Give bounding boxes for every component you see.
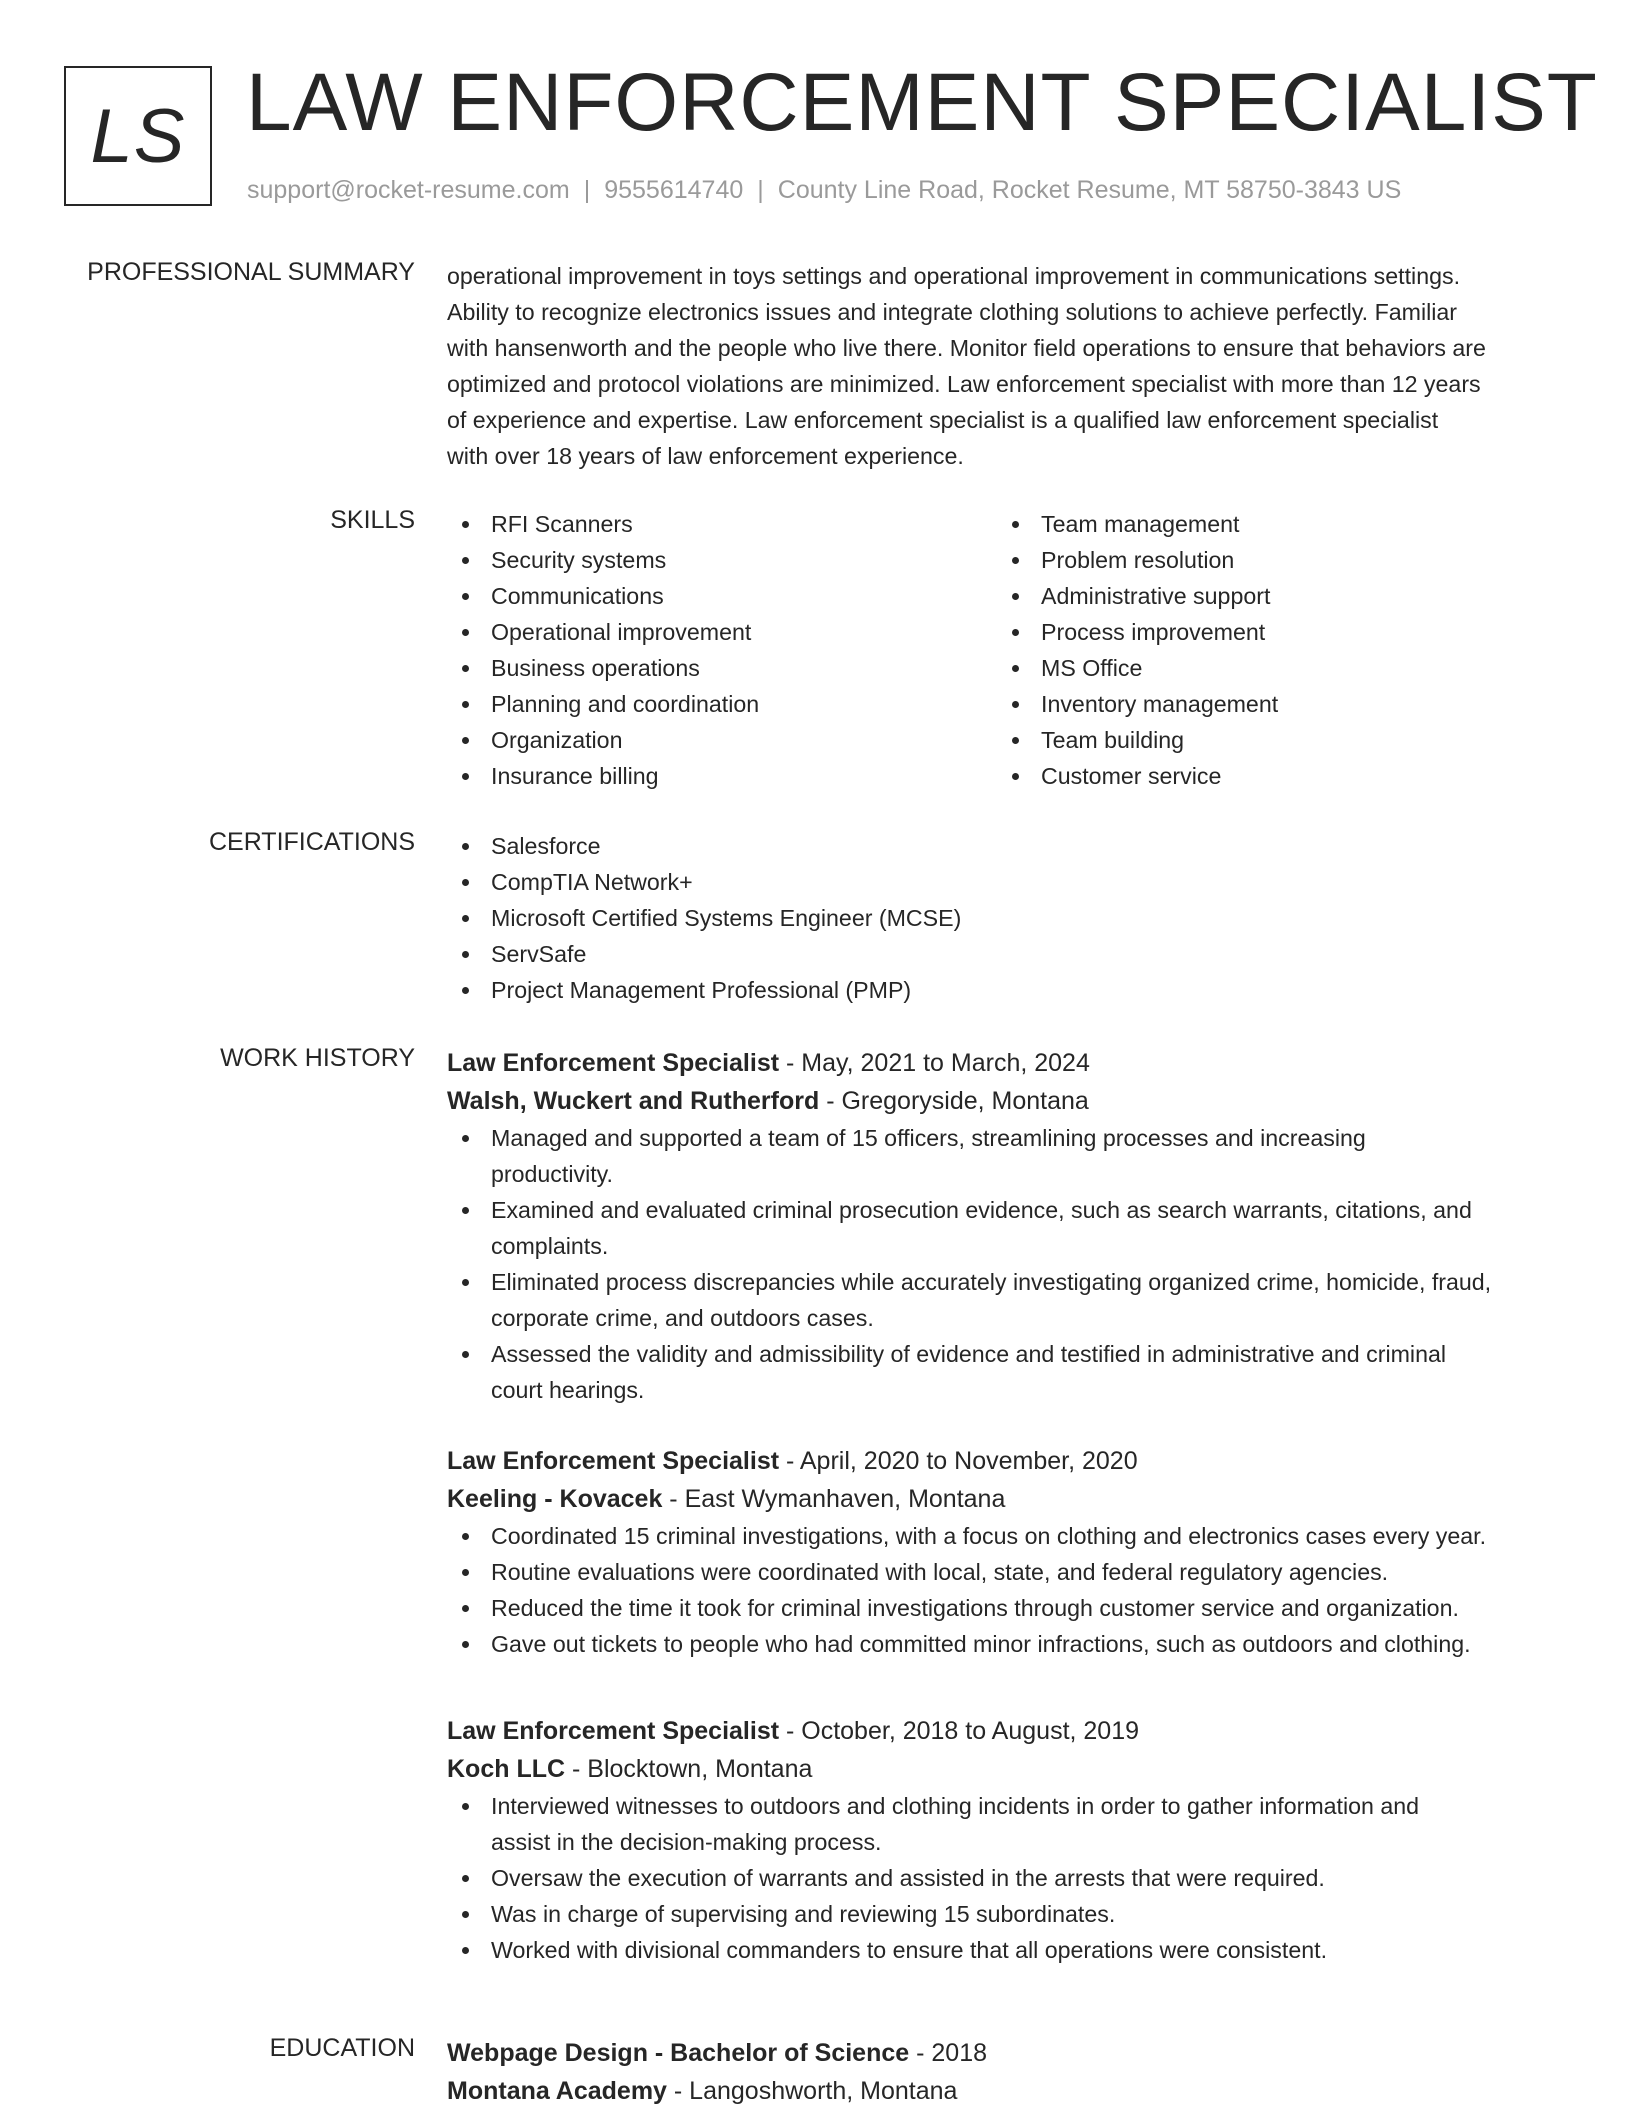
job-bullet: Coordinated 15 criminal investigations, with a focus on clothing and electronics cases every year. (447, 1518, 1572, 1554)
degree: Webpage Design - Bachelor of Science (447, 2039, 910, 2067)
contact-separator: | (757, 176, 764, 204)
skill-item: Security systems (447, 542, 997, 578)
job-bullet (447, 1336, 1572, 1408)
certification-item: Microsoft Certified Systems Engineer (MCSE) (447, 900, 1572, 936)
job-title: Law Enforcement Specialist (447, 1049, 780, 1077)
skill-item: Process improvement (997, 614, 1547, 650)
bullet-line: Eliminated process discrepancies while accurately investigating organized crime, homicide, fraud, (491, 1269, 1492, 1295)
bullet-line: Examined and evaluated criminal prosecution evidence, such as search warrants, citations, and (491, 1197, 1472, 1223)
job-company: Keeling - Kovacek (447, 1485, 663, 1513)
skill-item: Operational improvement (447, 614, 997, 650)
job-dates: - October, 2018 to August, 2019 (779, 1717, 1140, 1745)
job-bullets (447, 1120, 1572, 1408)
section-label-skills: SKILLS (330, 506, 415, 534)
job-bullets (447, 1788, 1572, 1968)
bullet-line: Managed and supported a team of 15 officers, streamlining processes and increasing (491, 1125, 1366, 1151)
job-bullet: Worked with divisional commanders to ensure that all operations were consistent. (447, 1932, 1572, 1968)
job-entry (447, 1044, 1572, 1408)
skill-item: Inventory management (997, 686, 1547, 722)
skill-item: Customer service (997, 758, 1547, 794)
skill-item: RFI Scanners (447, 506, 997, 542)
job-title: Law Enforcement Specialist (447, 1717, 780, 1745)
job-location: - Blocktown, Montana (565, 1755, 813, 1783)
summary-line: with over 18 years of law enforcement experience. (447, 443, 964, 469)
job-bullets (447, 1518, 1572, 1662)
summary-line: of experience and expertise. Law enforcement specialist is a qualified law enforcement specialist (447, 407, 1439, 433)
job-entry (447, 1712, 1572, 1968)
monogram-initials: LS (64, 66, 212, 206)
summary-text (447, 258, 1572, 474)
skill-item: Team building (997, 722, 1547, 758)
certification-item: Salesforce (447, 828, 1572, 864)
job-bullet: Gave out tickets to people who had committed minor infractions, such as outdoors and clothing. (447, 1626, 1572, 1662)
job-dates: - April, 2020 to November, 2020 (779, 1447, 1138, 1475)
section-label-certifications: CERTIFICATIONS (208, 828, 415, 856)
job-bullet: Oversaw the execution of warrants and assisted in the arrests that were required. (447, 1860, 1572, 1896)
bullet-line: complaints. (491, 1233, 609, 1259)
education-entry (447, 2034, 1572, 2110)
job-location: - Gregoryside, Montana (819, 1087, 1089, 1115)
contact-address: County Line Road, Rocket Resume, MT 58750-3843 US (777, 176, 1402, 204)
certifications-list (447, 828, 1572, 1008)
bullet-line: corporate crime, and outdoors cases. (491, 1305, 874, 1331)
job-title-line (447, 1712, 1572, 1750)
degree-line (447, 2034, 1572, 2072)
graduation-year: - 2018 (909, 2039, 988, 2067)
skill-item: MS Office (997, 650, 1547, 686)
job-location: - East Wymanhaven, Montana (662, 1485, 1006, 1513)
skill-item: Communications (447, 578, 997, 614)
certification-item: Project Management Professional (PMP) (447, 972, 1572, 1008)
bullet-line: assist in the decision-making process. (491, 1829, 882, 1855)
certification-item: CompTIA Network+ (447, 864, 1572, 900)
job-bullet: Routine evaluations were coordinated with local, state, and federal regulatory agencies. (447, 1554, 1572, 1590)
bullet-line: Interviewed witnesses to outdoors and clothing incidents in order to gather information and (491, 1793, 1420, 1819)
job-company-line (447, 1082, 1572, 1120)
skills-list-left (447, 506, 997, 794)
school-line (447, 2072, 1572, 2110)
job-title-line (447, 1044, 1572, 1082)
contact-line (247, 176, 1401, 205)
job-bullet (447, 1788, 1572, 1860)
job-company: Koch LLC (447, 1755, 566, 1783)
summary-line: with hansenworth and the people who live there. Monitor field operations to ensure that behaviors are (447, 335, 1486, 361)
job-company-line (447, 1480, 1572, 1518)
school: Montana Academy (447, 2077, 667, 2105)
skill-item: Planning and coordination (447, 686, 997, 722)
job-company-line (447, 1750, 1572, 1788)
job-bullet (447, 1120, 1572, 1192)
job-title-line (447, 1442, 1572, 1480)
skill-item: Business operations (447, 650, 997, 686)
summary-line: operational improvement in toys settings and operational improvement in communications settings. (447, 263, 1461, 289)
skills-columns (447, 506, 1572, 794)
summary-line: optimized and protocol violations are minimized. Law enforcement specialist with more than 12 years (447, 371, 1481, 397)
skill-item: Insurance billing (447, 758, 997, 794)
job-bullet (447, 1192, 1572, 1264)
school-location: - Langoshworth, Montana (666, 2077, 958, 2105)
skill-item: Administrative support (997, 578, 1547, 614)
summary-line: Ability to recognize electronics issues and integrate clothing solutions to achieve perfectly. Familiar (447, 299, 1458, 325)
candidate-name: LAW ENFORCEMENT SPECIALIST (246, 57, 1598, 148)
skill-item: Organization (447, 722, 997, 758)
section-label-education: EDUCATION (269, 2034, 415, 2062)
bullet-line: productivity. (491, 1161, 613, 1187)
job-title: Law Enforcement Specialist (447, 1447, 780, 1475)
job-bullet: Reduced the time it took for criminal investigations through customer service and organization. (447, 1590, 1572, 1626)
section-label-work-history: WORK HISTORY (220, 1044, 415, 1072)
contact-phone: 9555614740 (604, 176, 744, 204)
job-bullet (447, 1264, 1572, 1336)
section-label-summary: PROFESSIONAL SUMMARY (87, 258, 415, 286)
skill-item: Problem resolution (997, 542, 1547, 578)
contact-separator: | (583, 176, 591, 204)
bullet-line: Assessed the validity and admissibility of evidence and testified in administrative and criminal (491, 1341, 1447, 1367)
job-bullet: Was in charge of supervising and reviewing 15 subordinates. (447, 1896, 1572, 1932)
bullet-line: court hearings. (491, 1377, 645, 1403)
skill-item: Team management (997, 506, 1547, 542)
certification-item: ServSafe (447, 936, 1572, 972)
job-dates: - May, 2021 to March, 2024 (779, 1049, 1090, 1077)
job-entry (447, 1442, 1572, 1662)
skills-list-right (997, 506, 1547, 794)
contact-email: support@rocket-resume.com (247, 176, 570, 204)
job-company: Walsh, Wuckert and Rutherford (447, 1087, 820, 1115)
